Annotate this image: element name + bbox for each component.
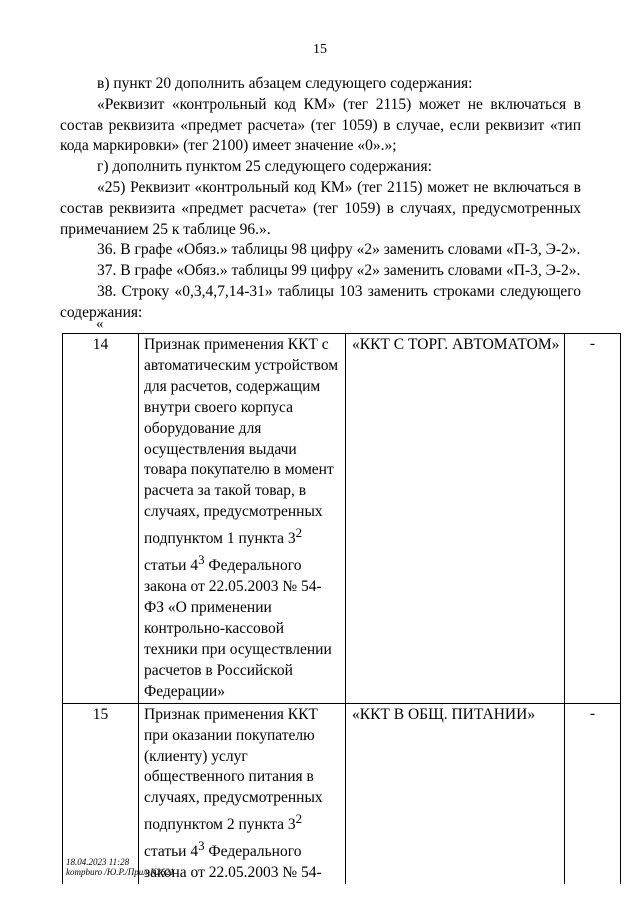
paragraph: «Реквизит «контрольный код КМ» (тег 2115) может не включаться в состав реквизита «предмет расчета» (тег 1059) в случае, если реквизит «тип кода маркировки» (тег 2100) имеет значение «0».»; bbox=[60, 95, 581, 155]
footer-file-path: kompburo /Ю.Р./Прил-К2621 bbox=[66, 867, 175, 877]
description-text: Федерального закона от 22.05.2003 № 54-ФЗ «О применении контрольно-кассовой техники при осуществлении расчетов в Российской Федерации» bbox=[144, 557, 332, 700]
description-text: статьи 4 bbox=[144, 843, 199, 861]
superscript: 2 bbox=[295, 811, 303, 827]
page-number: 15 bbox=[313, 42, 327, 57]
row-description-cell bbox=[139, 334, 346, 704]
row-obligatory-cell: - bbox=[565, 334, 621, 704]
row-number-cell: 14 bbox=[63, 334, 139, 704]
footer-timestamp: 18.04.2023 11:28 bbox=[66, 857, 130, 867]
description-text: статьи 4 bbox=[144, 557, 199, 575]
paragraph: 37. В графе «Обяз.» таблицы 99 цифру «2» заменить словами «П-3, Э-2». bbox=[97, 262, 581, 280]
description-text: Признак применения ККТ с автоматическим устройством для расчетов, содержащим внутри своего корпуса оборудование для осуществления выдачи товара покупателю в момент расчета за такой товар, в случаях, предусмотренных подпунктом 1 пункта 3 bbox=[144, 336, 339, 548]
document-footer bbox=[66, 857, 174, 877]
superscript: 2 bbox=[295, 525, 303, 541]
paragraph: 36. В графе «Обяз.» таблицы 98 цифру «2» заменить словами «П-3, Э-2». bbox=[97, 241, 581, 259]
row-value-cell: «ККТ В ОБЩ. ПИТАНИИ» bbox=[346, 703, 565, 884]
paragraph: в) пункт 20 дополнить абзацем следующего содержания: bbox=[97, 75, 473, 92]
row-number-cell: 15 bbox=[63, 703, 139, 884]
body-text bbox=[60, 74, 581, 324]
superscript: 3 bbox=[198, 838, 205, 854]
table-103-rows bbox=[62, 333, 621, 884]
description-text: Признак применения ККТ при оказании покупателю (клиенту) услуг общественного питания в случаях, предусмотренных подпунктом 2 пункта 3 bbox=[144, 705, 323, 834]
paragraph: «25) Реквизит «контрольный код КМ» (тег 2115) может не включаться в состав реквизита «предмет расчета» (тег 1059) в случаях, предусмотренных примечанием 25 к таблице 96.». bbox=[60, 178, 581, 238]
paragraph: г) дополнить пунктом 25 следующего содержания: bbox=[97, 158, 432, 176]
table-row bbox=[63, 334, 621, 704]
row-value-cell: «ККТ С ТОРГ. АВТОМАТОМ» bbox=[346, 334, 565, 704]
paragraph: 38. Строку «0,3,4,7,14-31» таблицы 103 заменить строками следующего содержания: bbox=[60, 282, 581, 321]
description-text: Федерального закона от 22.05.2003 № 54- bbox=[144, 843, 322, 882]
opening-quote-mark: « bbox=[96, 316, 104, 332]
row-obligatory-cell: - bbox=[565, 703, 621, 884]
superscript: 3 bbox=[198, 552, 205, 568]
